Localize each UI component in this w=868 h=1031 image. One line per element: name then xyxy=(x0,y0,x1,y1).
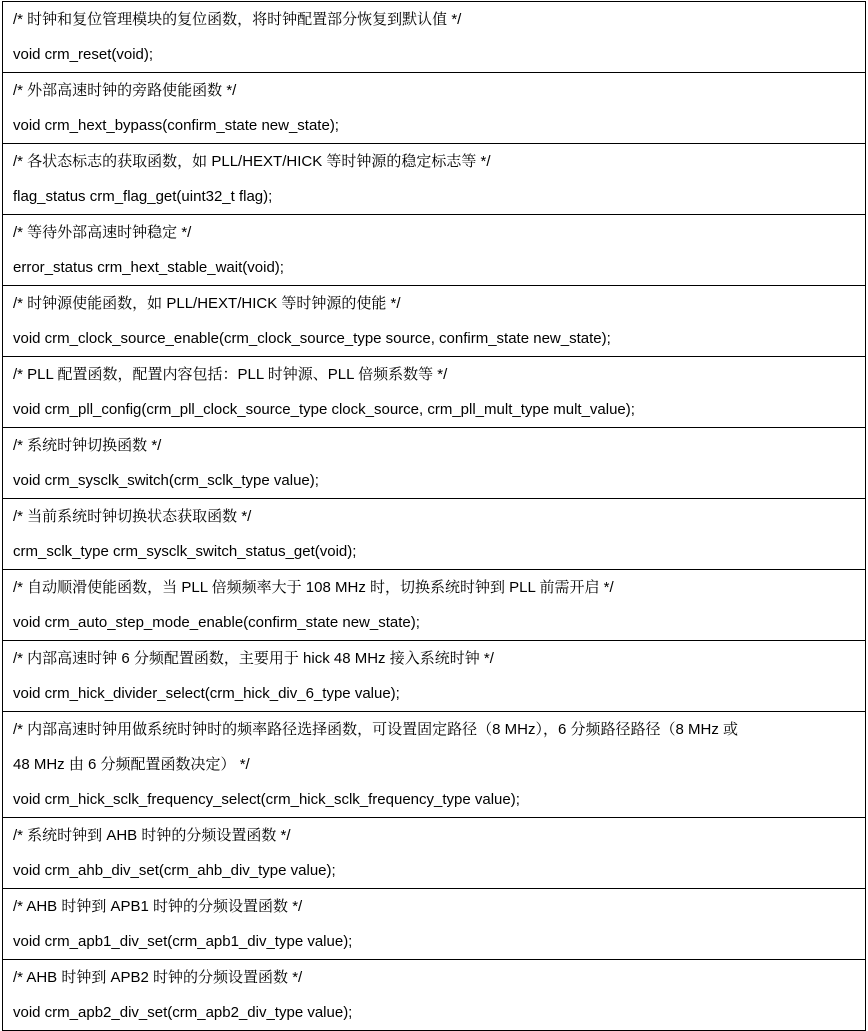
function-cell xyxy=(3,570,866,641)
function-cell xyxy=(3,641,866,712)
function-signature: void crm_pll_config(crm_pll_clock_source_type clock_source, crm_pll_mult_type mult_value); xyxy=(13,401,635,418)
function-comment: /* 等待外部高速时钟稳定 */ xyxy=(13,224,192,241)
function-signature: error_status crm_hext_stable_wait(void); xyxy=(13,259,284,276)
function-comment: /* 系统时钟到 AHB 时钟的分频设置函数 */ xyxy=(13,827,291,844)
function-signature: crm_sclk_type crm_sysclk_switch_status_get(void); xyxy=(13,543,357,560)
function-signature: flag_status crm_flag_get(uint32_t flag); xyxy=(13,188,273,205)
function-signature: void crm_hick_divider_select(crm_hick_div_6_type value); xyxy=(13,685,400,702)
api-function-table xyxy=(2,1,866,1031)
function-signature: void crm_ahb_div_set(crm_ahb_div_type value); xyxy=(13,862,336,879)
function-cell xyxy=(3,73,866,144)
function-cell xyxy=(3,818,866,889)
table-row xyxy=(3,499,866,570)
table-row xyxy=(3,818,866,889)
function-cell xyxy=(3,215,866,286)
function-cell xyxy=(3,960,866,1031)
function-comment: /* 系统时钟切换函数 */ xyxy=(13,437,162,454)
function-signature: void crm_hick_sclk_frequency_select(crm_hick_sclk_frequency_type value); xyxy=(13,791,520,808)
function-cell xyxy=(3,286,866,357)
function-comment: /* 各状态标志的获取函数，如 PLL/HEXT/HICK 等时钟源的稳定标志等 */ xyxy=(13,153,491,170)
table-row xyxy=(3,712,866,818)
function-signature: void crm_apb1_div_set(crm_apb1_div_type value); xyxy=(13,933,353,950)
table-row xyxy=(3,286,866,357)
function-signature: void crm_apb2_div_set(crm_apb2_div_type value); xyxy=(13,1004,353,1021)
table-row xyxy=(3,889,866,960)
function-cell xyxy=(3,2,866,73)
function-comment: /* 自动顺滑使能函数，当 PLL 倍频频率大于 108 MHz 时，切换系统时钟到 PLL 前需开启 */ xyxy=(13,579,614,596)
table-row xyxy=(3,428,866,499)
function-cell xyxy=(3,357,866,428)
function-signature: void crm_sysclk_switch(crm_sclk_type value); xyxy=(13,472,319,489)
function-signature: void crm_clock_source_enable(crm_clock_source_type source, confirm_state new_state); xyxy=(13,330,611,347)
function-comment: /* AHB 时钟到 APB1 时钟的分频设置函数 */ xyxy=(13,898,303,915)
table-row xyxy=(3,641,866,712)
function-comment: /* AHB 时钟到 APB2 时钟的分频设置函数 */ xyxy=(13,969,303,986)
function-comment: /* 当前系统时钟切换状态获取函数 */ xyxy=(13,508,252,525)
table-row xyxy=(3,357,866,428)
function-cell xyxy=(3,889,866,960)
function-comment: /* 内部高速时钟 6 分频配置函数，主要用于 hick 48 MHz 接入系统时钟 */ xyxy=(13,650,494,667)
function-comment: /* 时钟和复位管理模块的复位函数，将时钟配置部分恢复到默认值 */ xyxy=(13,11,462,28)
table-row xyxy=(3,215,866,286)
table-body xyxy=(3,2,866,1031)
function-signature: void crm_hext_bypass(confirm_state new_state); xyxy=(13,117,339,134)
function-comment: /* 时钟源使能函数，如 PLL/HEXT/HICK 等时钟源的使能 */ xyxy=(13,295,401,312)
function-comment: /* 内部高速时钟用做系统时钟时的频率路径选择函数，可设置固定路径（8 MHz），6 分频路径路径（8 MHz 或 xyxy=(13,721,739,738)
function-cell xyxy=(3,144,866,215)
function-comment: /* 外部高速时钟的旁路使能函数 */ xyxy=(13,82,237,99)
table-row xyxy=(3,570,866,641)
table-row xyxy=(3,144,866,215)
table-row xyxy=(3,73,866,144)
function-signature: void crm_auto_step_mode_enable(confirm_state new_state); xyxy=(13,614,420,631)
function-cell xyxy=(3,428,866,499)
table-row xyxy=(3,2,866,73)
table-row xyxy=(3,960,866,1031)
function-cell xyxy=(3,712,866,818)
function-comment: /* PLL 配置函数，配置内容包括：PLL 时钟源、PLL 倍频系数等 */ xyxy=(13,366,448,383)
function-comment: 48 MHz 由 6 分频配置函数决定） */ xyxy=(13,756,250,773)
function-signature: void crm_reset(void); xyxy=(13,46,154,63)
function-cell xyxy=(3,499,866,570)
